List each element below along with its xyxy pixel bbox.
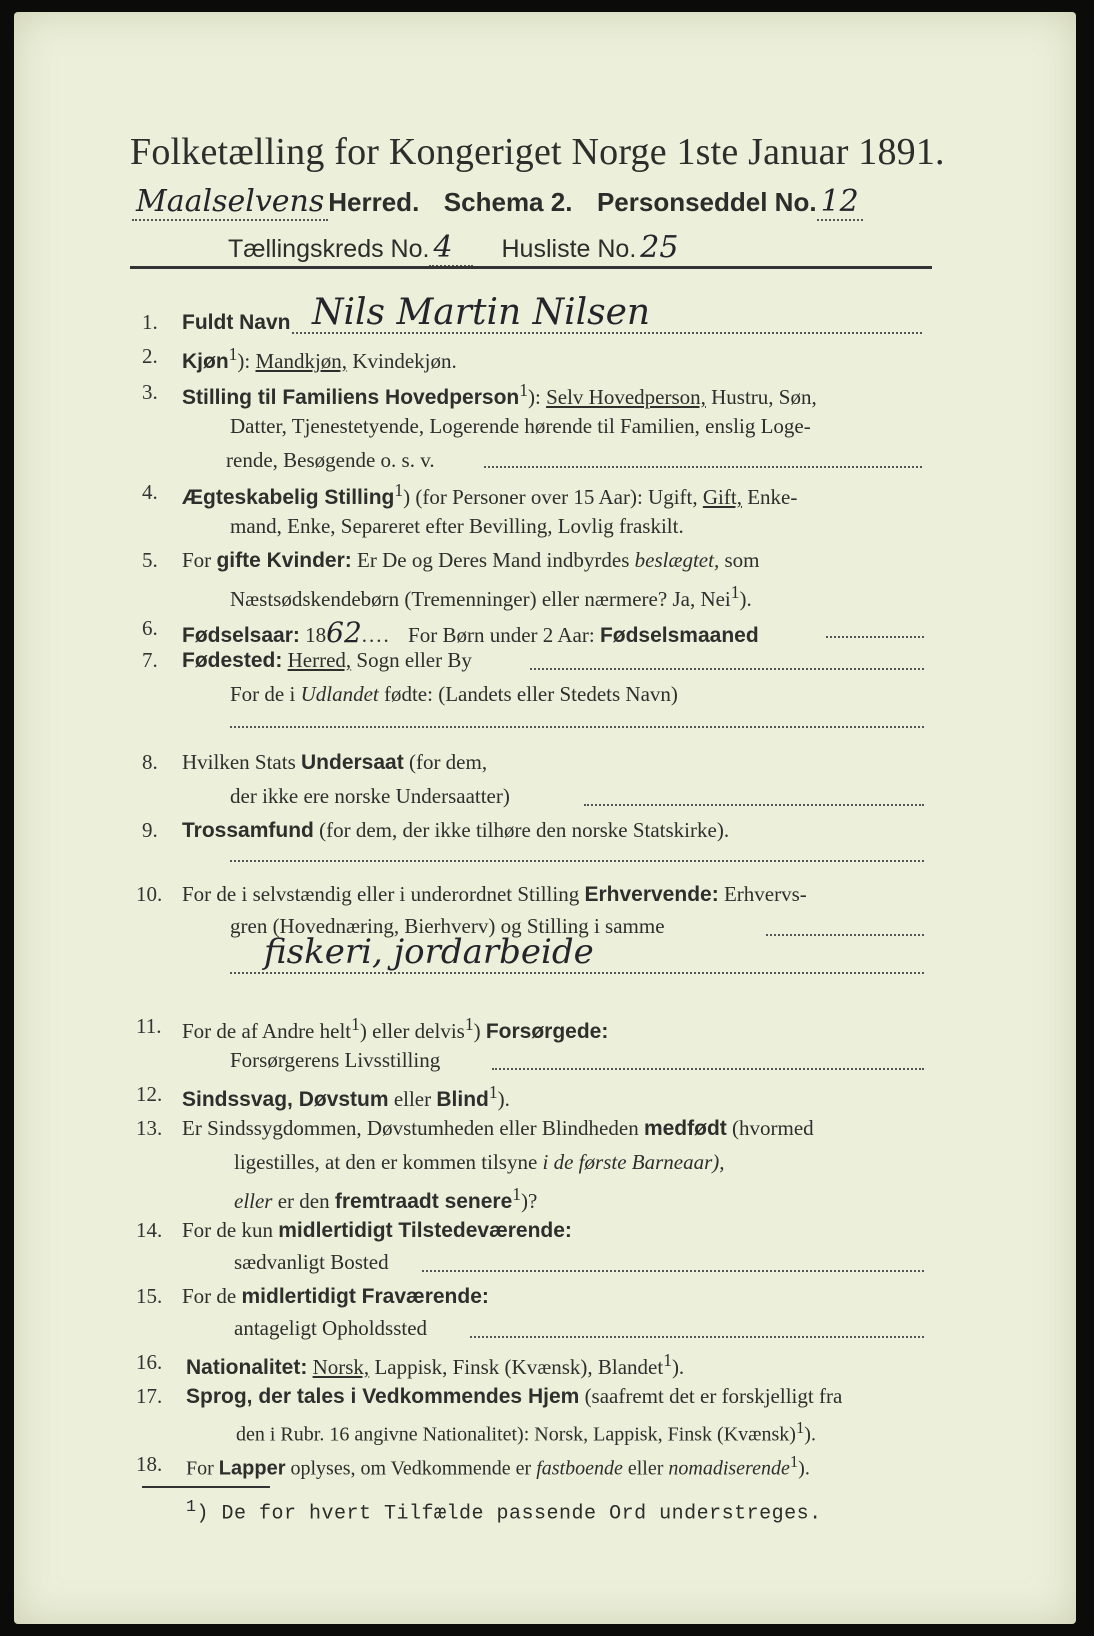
text: er den [277, 1189, 330, 1213]
item-number: 11. [136, 1014, 162, 1038]
item-label: gifte Kvinder: [216, 549, 352, 572]
item-number: 8. [142, 750, 158, 774]
item-label: Kjøn [182, 350, 229, 373]
item-label: Fødselsmaaned [599, 624, 759, 647]
item-14-line-2: sædvanligt Bosted [234, 1250, 389, 1274]
item-4-line-2: mand, Enke, Separeret efter Bevilling, Lovlig fraskilt. [230, 514, 684, 538]
item-17-line [186, 1384, 842, 1409]
text: oplyses, om Vedkommende er [290, 1457, 532, 1480]
italic-text: i de første Barneaar), [542, 1150, 725, 1174]
dotted-fill-line [422, 1270, 924, 1272]
item-13-line [182, 1116, 814, 1141]
dotted-fill-line [492, 1068, 924, 1070]
item-number: 18. [136, 1452, 163, 1476]
occupation-handwritten: fiskeri, jordarbeide [264, 932, 594, 972]
italic-text: nomadiserende [668, 1457, 790, 1480]
dotted-fill-line [766, 934, 924, 936]
husliste-label: Husliste No. [501, 235, 637, 263]
item-11-line-2: Forsørgerens Livsstilling [230, 1048, 441, 1072]
item-10-line [182, 882, 807, 907]
dotted-fill-line [470, 1336, 924, 1338]
item-18-line [186, 1452, 810, 1481]
item-number: 14. [136, 1218, 163, 1242]
item-label: Nationalitet: [186, 1356, 308, 1379]
text: Erhvervs- [723, 882, 807, 906]
personseddel-handwritten: 12 [817, 184, 863, 221]
footnote-mark: 1 [519, 380, 528, 400]
item-number: 4. [142, 480, 158, 504]
option: Kvindekjøn. [352, 349, 457, 373]
item-label: fremtraadt senere [334, 1190, 513, 1213]
footnote-mark: 1 [186, 1498, 197, 1517]
text: (for dem, der ikke tilhøre den norske Statskirke). [319, 818, 730, 842]
item-number: 7. [142, 648, 158, 672]
option-underlined: Gift, [702, 485, 742, 509]
text: (for dem, [408, 750, 488, 774]
footnote-rule [142, 1486, 270, 1488]
text: For de [182, 1284, 237, 1308]
footnote [186, 1498, 822, 1526]
item-1-line [182, 310, 291, 335]
item-3-line: Stilling til Familiens Hovedperson$^1$): Selv Hovedperson, Hustru, Søn, [182, 380, 817, 409]
item-label: Blind [436, 1088, 489, 1111]
item-label: Ægteskabelig Stilling [182, 486, 395, 509]
item-label: Fødselsaar: [182, 624, 300, 647]
text: For [182, 548, 212, 572]
footnote-mark: 1 [512, 1184, 522, 1204]
dotted-fill-line [826, 636, 924, 638]
option-underlined: Norsk, [312, 1355, 370, 1379]
item-number: 16. [136, 1350, 163, 1374]
item-9-line [182, 818, 729, 843]
option-underlined: Selv Hovedperson, [546, 385, 706, 409]
text: For [186, 1457, 214, 1480]
text: eller [627, 1457, 664, 1480]
schema-label: Schema 2. [443, 187, 573, 217]
text: eller delvis [372, 1019, 465, 1043]
herred-handwritten: Maalselvens [132, 184, 328, 221]
dotted-fill-line [230, 972, 924, 974]
item-10-line-2: gren (Hovednæring, Bierhverv) og Stilling i samme [230, 914, 665, 938]
item-label: Stilling til Familiens Hovedperson [182, 386, 520, 409]
text: ). [804, 1423, 816, 1446]
item-label: Fuldt Navn [182, 311, 291, 334]
item-label: Trossamfund [182, 819, 314, 842]
italic-text: beslægtet, [634, 548, 720, 572]
footnote-text: ) De for hvert Tilfælde passende Ord understreges. [196, 1502, 822, 1526]
text: For de i [230, 682, 296, 706]
item-4-line: Ægteskabelig Stilling$^1$) (for Personer over 15 Aar): Ugift, Gift, Enke- [182, 480, 798, 509]
text: (saafremt det er forskjelligt fra [584, 1384, 843, 1408]
text: Næstsødskendebørn (Tremenninger) eller nærmere? Ja, Nei [230, 587, 731, 611]
text: For de af Andre helt [182, 1019, 352, 1043]
item-label: midlertidigt Tilstedeværende: [278, 1219, 572, 1242]
text: Er Sindssygdommen, Døvstumheden eller Blindheden [182, 1116, 639, 1140]
italic-text: eller [234, 1189, 273, 1213]
item-number: 3. [142, 380, 158, 404]
item-number: 6. [142, 616, 158, 640]
item-8-line-2: der ikke ere norske Undersaatter) [230, 784, 510, 808]
item-label: Lapper [218, 1457, 286, 1480]
footnote-mark: 1 [351, 1014, 360, 1034]
footnote-mark: 1 [488, 1082, 498, 1102]
item-13-line-3 [234, 1184, 537, 1214]
option: (for Personer over 15 Aar): Ugift, [415, 485, 698, 509]
option: Enke- [747, 485, 798, 509]
kreds-line [228, 230, 678, 267]
item-12-line: Sindssvag, Døvstum eller Blind$^1$). [182, 1082, 510, 1111]
herred-label: Herred. [328, 187, 420, 217]
item-label: Sprog, der tales i Vedkommendes Hjem [186, 1385, 580, 1408]
text: )? [521, 1189, 538, 1213]
item-label: Sindssvag, Døvstum [182, 1088, 389, 1111]
item-number: 9. [142, 818, 158, 842]
item-label: midlertidigt Fraværende: [241, 1285, 489, 1308]
item-14-line [182, 1218, 572, 1243]
footnote-mark: 1 [795, 1418, 805, 1437]
item-13-line-2 [234, 1150, 725, 1175]
dotted-fill-line [292, 332, 922, 334]
dotted-fill-line [530, 668, 924, 670]
text: Hvilken Stats [182, 750, 296, 774]
text: som [724, 548, 760, 572]
dotted-fill-line [230, 860, 924, 862]
item-3-line-3: rende, Besøgende o. s. v. [226, 448, 435, 472]
text: Er De og Deres Mand indbyrdes [357, 548, 630, 572]
option: Lappisk, Finsk (Kvænsk), Blandet [374, 1355, 664, 1379]
option: Sogn eller By [356, 648, 472, 672]
birth-year-handwritten: 62 [326, 616, 362, 649]
footnote-mark: 1 [228, 344, 238, 364]
item-7-line-2 [230, 682, 678, 707]
text: fødte: (Landets eller Stedets Navn) [383, 682, 678, 706]
item-15-line [182, 1284, 489, 1309]
option: Hustru, Søn, [711, 385, 817, 409]
item-6-line: Fødselsaar: 1862.... For Børn under 2 Aar: Fødselsmaaned [182, 616, 759, 649]
item-label: medfødt [643, 1117, 727, 1140]
item-number: 2. [142, 344, 158, 368]
item-label: Erhvervende: [584, 883, 719, 906]
husliste-handwritten: 25 [640, 230, 679, 265]
text: 18 [305, 623, 327, 647]
item-label: Undersaat [301, 751, 404, 774]
kreds-handwritten: 4 [429, 230, 472, 267]
dotted-fill-line [230, 726, 924, 728]
option-underlined: Herred, [287, 648, 352, 672]
item-label: Forsørgede: [485, 1020, 609, 1043]
item-8-line [182, 750, 487, 775]
item-16-line: Nationalitet: Norsk, Lappisk, Finsk (Kvænsk), Blandet$^1$). [186, 1350, 685, 1379]
footnote-mark: 1 [730, 582, 740, 602]
item-5-line [182, 548, 759, 573]
item-5-line-2 [230, 582, 752, 612]
footnote-mark: 1 [464, 1014, 474, 1034]
item-number: 5. [142, 548, 158, 572]
header-rule [130, 266, 932, 269]
form-title: Folketælling for Kongeriget Norge 1ste Januar 1891. [130, 131, 945, 173]
text: ligestilles, at den er kommen tilsyne [234, 1150, 538, 1174]
italic-text: fastboende [536, 1457, 623, 1480]
dotted-fill-line [484, 466, 922, 468]
text: For Børn under 2 Aar: [408, 623, 595, 647]
item-17-line-2 [236, 1418, 816, 1447]
text: ). [798, 1457, 810, 1480]
herred-line [132, 184, 863, 221]
italic-text: Udlandet [300, 682, 379, 706]
item-2-line: Kjøn$^1$): Mandkjøn, Kvindekjøn. [182, 344, 457, 373]
item-15-line-2: antageligt Opholdssted [234, 1316, 428, 1340]
item-number: 17. [136, 1384, 163, 1408]
item-11-line: For de af Andre helt$^1$) eller delvis$^1$) Forsørgede: [182, 1014, 609, 1043]
text: den i Rubr. 16 angivne Nationalitet): Norsk, Lappisk, Finsk (Kvænsk) [236, 1423, 796, 1446]
item-label: Fødested: [182, 649, 283, 672]
item-7-line [182, 648, 472, 673]
full-name-handwritten: Nils Martin Nilsen [312, 292, 651, 333]
text: ). [739, 587, 752, 611]
option-underlined: Mandkjøn, [255, 349, 348, 373]
footnote-mark: 1 [789, 1452, 799, 1471]
dotted-fill-line [584, 804, 924, 806]
text: (hvormed [732, 1116, 814, 1140]
text: eller [393, 1087, 432, 1111]
census-form-sheet [14, 12, 1076, 1624]
item-number: 10. [136, 882, 163, 906]
item-number: 13. [136, 1116, 163, 1140]
text: For de kun [182, 1218, 273, 1242]
item-number: 12. [136, 1082, 163, 1106]
item-number: 1. [142, 310, 158, 334]
item-3-line-2: Datter, Tjenestetyende, Logerende hørende til Familien, enslig Loge- [230, 414, 811, 438]
personseddel-label: Personseddel No. [596, 187, 817, 217]
item-number: 15. [136, 1284, 163, 1308]
kreds-label: Tællingskreds No. [228, 235, 430, 263]
text: For de i selvstændig eller i underordnet Stilling [182, 882, 580, 906]
footnote-mark: 1 [663, 1350, 672, 1370]
footnote-mark: 1 [394, 480, 404, 500]
